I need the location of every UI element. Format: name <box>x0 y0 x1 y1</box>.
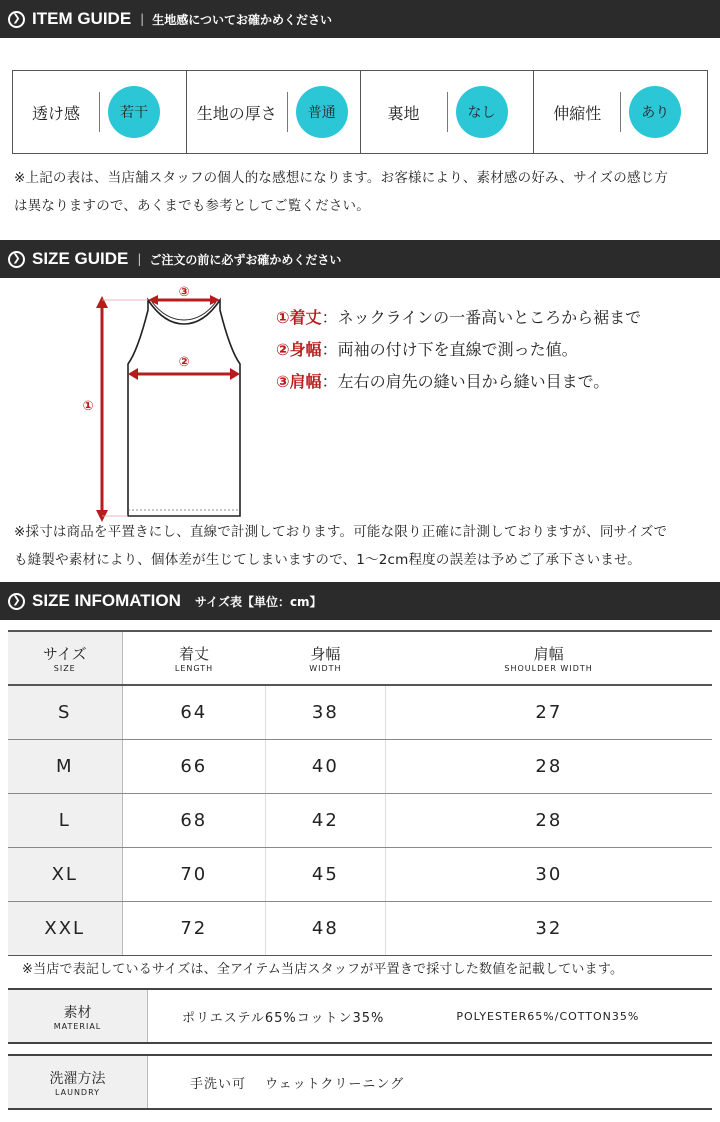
material-row <box>8 988 712 1044</box>
measure-shoulder: ③肩幅 ：左右の肩先の縫い目から縫い目まで。 <box>276 372 610 391</box>
feel-label: 裏地 <box>387 103 420 123</box>
material-value-jp: ポリエステル65%コットン35% <box>182 1010 385 1026</box>
feel-lining <box>361 71 535 153</box>
divider: | <box>137 252 142 266</box>
item-guide-subtitle: 生地感についてお確かめください <box>152 12 332 27</box>
size-guide-subtitle: ご注文の前に必ずお確かめください <box>149 252 342 267</box>
item-guide-header <box>0 0 720 38</box>
table-row: XXL 72 48 32 <box>8 901 712 955</box>
feel-transparency <box>13 71 187 153</box>
size-info-title: SIZE INFOMATION <box>32 591 181 610</box>
feel-label: 生地の厚さ <box>196 103 277 123</box>
size-info-note: ※当店で表記しているサイズは、全アイテム当店スタッフが平置きで採寸した数値を記載しています。 <box>22 962 624 977</box>
item-guide-note: ※上記の表は、当店舗スタッフの個人的な感想になります。お客様により、素材感の好み、サイズの感じ方 は異なりますので、あくまでも参考としてご覧ください。 <box>14 170 669 214</box>
feel-label: 伸縮性 <box>553 103 602 123</box>
measure-width: ②身幅 ：両袖の付け下を直線で測った値。 <box>276 340 578 359</box>
fabric-feel-table <box>12 70 708 154</box>
table-row: M 66 40 28 <box>8 739 712 793</box>
feel-stretch <box>534 71 707 153</box>
table-row: L 68 42 28 <box>8 793 712 847</box>
material-label: 素材 MATERIAL <box>8 990 148 1042</box>
header-shoulder: 肩幅 SHOULDER WIDTH <box>385 631 712 685</box>
chevron-right-icon: ❯ <box>8 11 25 28</box>
feel-label: 透け感 <box>31 103 80 123</box>
header-width: 身幅 WIDTH <box>266 631 386 685</box>
table-row: S 64 38 27 <box>8 685 712 739</box>
size-guide-header <box>0 240 720 278</box>
size-info-header <box>0 582 720 620</box>
feel-badge: 普通 <box>296 86 348 138</box>
mark-width: ② <box>178 355 190 370</box>
laundry-row <box>8 1054 712 1110</box>
material-value-en: POLYESTER65%/COTTON35% <box>456 1009 640 1023</box>
header-length: 着丈 LENGTH <box>122 631 266 685</box>
measurement-legend <box>276 302 641 398</box>
feel-badge: なし <box>456 86 508 138</box>
size-guide-note: ※採寸は商品を平置きにし、直線で計測しております。可能な限り正確に計測しておりますが、同サイズで も縫製や素材により、個体差が生じてしまいますので、1〜2cm程度の誤差は予めご了承下さいませ。 <box>14 524 668 568</box>
divider: | <box>140 12 145 26</box>
laundry-value: 手洗い可 ウェットクリーニング <box>190 1076 405 1092</box>
table-row: XL 70 45 30 <box>8 847 712 901</box>
feel-badge: 若干 <box>108 86 160 138</box>
item-guide-title: ITEM GUIDE <box>32 9 132 28</box>
mark-length: ① <box>82 399 94 414</box>
tank-top-illustration <box>70 282 270 522</box>
size-info-subtitle: サイズ表【単位：cm】 <box>194 594 322 609</box>
size-table <box>8 630 712 956</box>
mark-shoulder: ③ <box>178 285 190 300</box>
size-guide-title: SIZE GUIDE <box>32 249 129 268</box>
header-size: サイズ SIZE <box>8 631 122 685</box>
measure-length: ①着丈 ：ネックラインの一番高いところから裾まで <box>276 308 642 327</box>
laundry-label: 洗濯方法 LAUNDRY <box>8 1056 148 1108</box>
feel-thickness <box>187 71 361 153</box>
chevron-right-icon: ❯ <box>8 251 25 268</box>
table-header-row <box>8 631 712 685</box>
tank-top-diagram <box>70 282 270 522</box>
feel-badge: あり <box>629 86 681 138</box>
chevron-right-icon: ❯ <box>8 593 25 610</box>
